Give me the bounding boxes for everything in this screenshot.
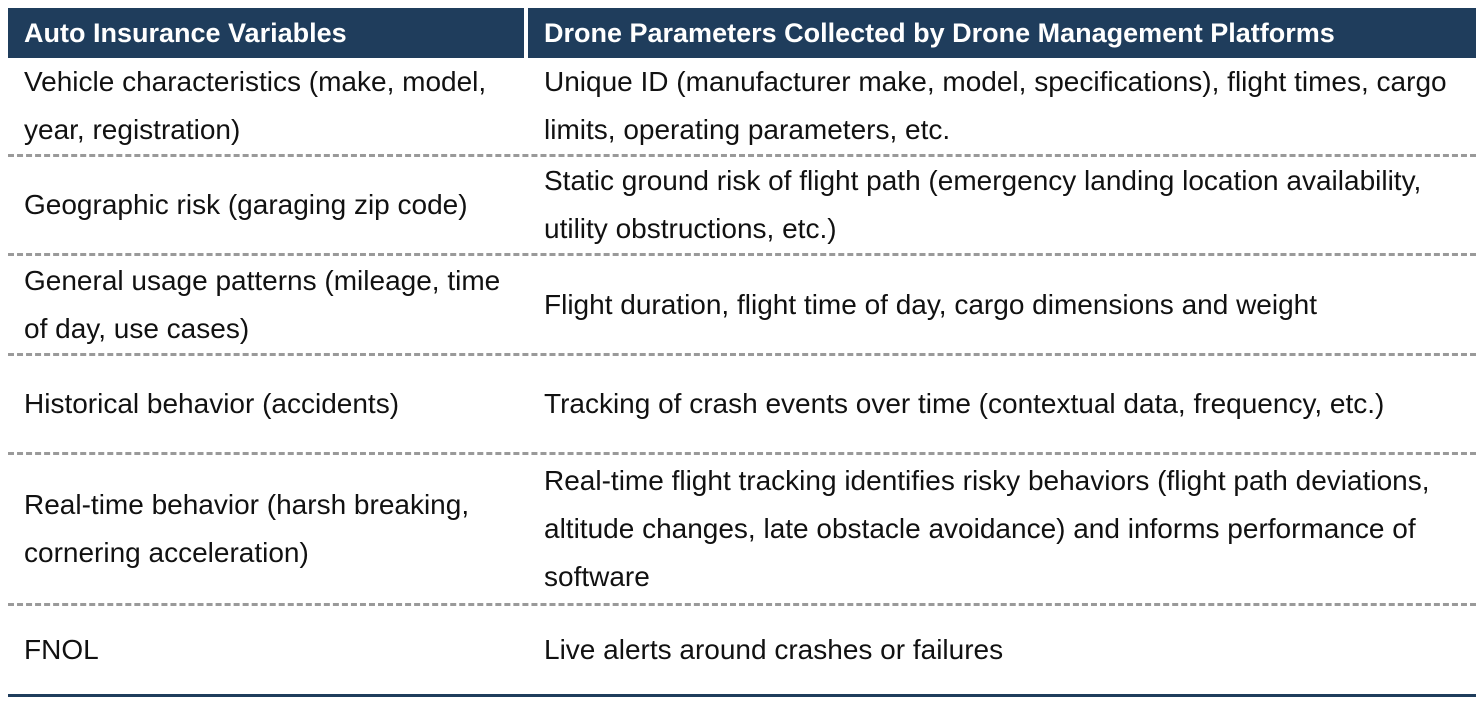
auto-variable-cell: Geographic risk (garaging zip code)	[24, 189, 468, 220]
comparison-table	[8, 8, 1476, 697]
table-row	[8, 58, 1476, 157]
table-row	[8, 256, 1476, 356]
auto-variable-cell: Real-time behavior (harsh breaking, cornering acceleration)	[24, 489, 470, 568]
header-drone-parameters: Drone Parameters Collected by Drone Management Platforms	[528, 8, 1476, 58]
drone-parameter-cell: Flight duration, flight time of day, cargo dimensions and weight	[544, 288, 1318, 320]
table-row	[8, 157, 1476, 256]
table-header-row	[8, 8, 1476, 58]
auto-variable-cell: FNOL	[24, 634, 99, 665]
table-row	[8, 455, 1476, 606]
drone-parameter-cell: Real-time flight tracking identifies risky behaviors (flight path deviations, altitude changes, late obstacle avoidance) and informs performance of software	[544, 465, 1430, 592]
auto-variable-cell: General usage patterns (mileage, time of day, use cases)	[24, 264, 501, 344]
auto-variable-cell: Vehicle characteristics (make, model, year, registration)	[24, 66, 487, 145]
header-auto-insurance-variables: Auto Insurance Variables	[8, 8, 524, 58]
drone-parameter-cell: Live alerts around crashes or failures	[544, 634, 1004, 665]
table-row	[8, 356, 1476, 455]
auto-variable-cell: Historical behavior (accidents)	[24, 388, 400, 419]
drone-parameter-cell: Static ground risk of flight path (emergency landing location availability, utility obstructions, etc.)	[544, 165, 1422, 244]
drone-parameter-cell: Unique ID (manufacturer make, model, specifications), flight times, cargo limits, operating parameters, etc.	[544, 66, 1447, 145]
table-row	[8, 606, 1476, 697]
drone-parameter-cell: Tracking of crash events over time (contextual data, frequency, etc.)	[544, 388, 1385, 419]
